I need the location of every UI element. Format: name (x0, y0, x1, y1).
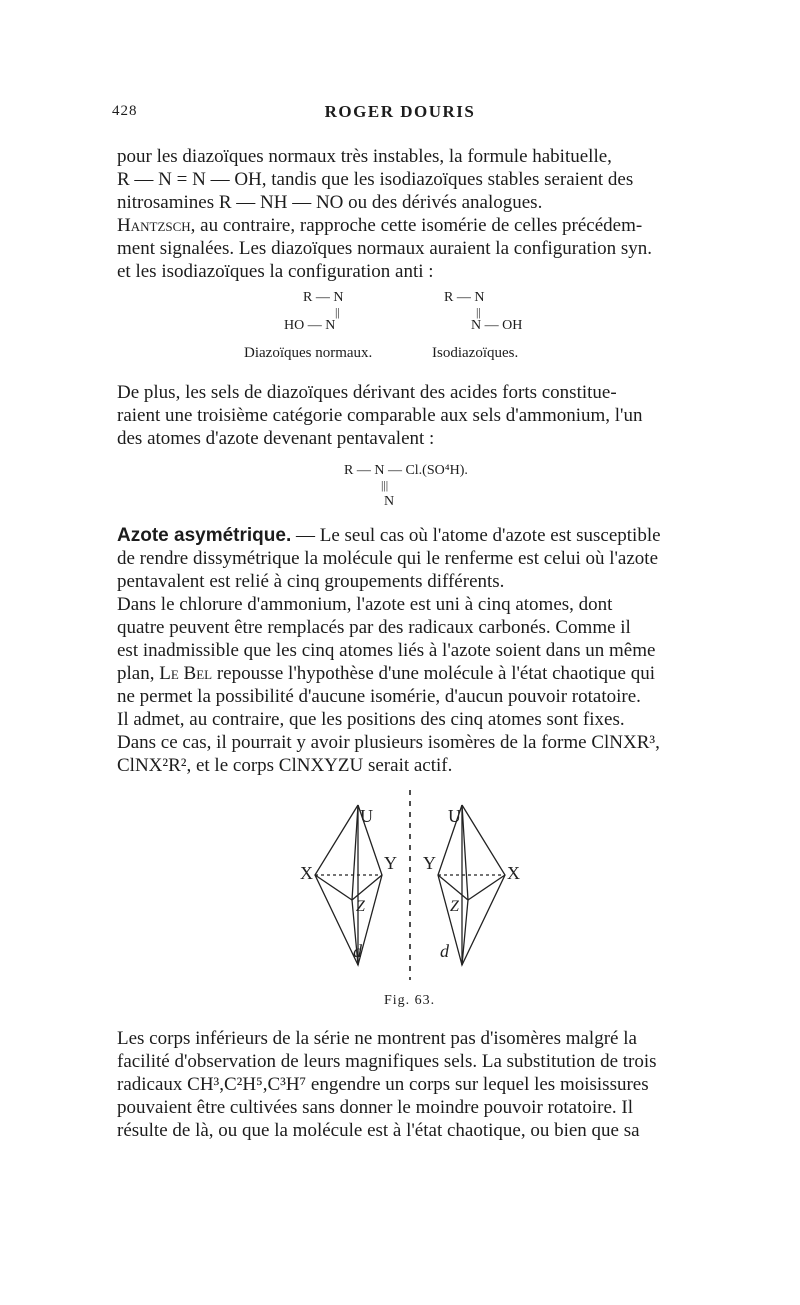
label-left-z: Z (356, 898, 365, 915)
text-fragment: repousse l'hypothèse d'une molécule à l'état chaotique qui (212, 663, 655, 684)
text-line (117, 214, 709, 237)
label-left-y: Y (384, 853, 397, 873)
text-line: ne permet la possibilité d'aucune isomérie, d'aucun pouvoir rotatoire. (117, 686, 641, 707)
text-line: Dans ce cas, il pourrait y avoir plusieurs isomères de la forme ClNXR³, (117, 732, 660, 753)
formula-salt-top: R — N — Cl.(SO⁴H). (344, 463, 468, 478)
text-fragment: — Le seul cas où l'atome d'azote est susceptible (291, 525, 661, 546)
text-line: des atomes d'azote devenant pentavalent : (117, 428, 435, 449)
text-line: et les isodiazoïques la configuration anti : (117, 261, 434, 282)
formula-salt-bond: ||| (381, 478, 389, 492)
label-right-x: X (507, 863, 520, 883)
text-line: pentavalent est relié à cinq groupements différents. (117, 571, 505, 592)
formula-anti-bond: || (476, 305, 481, 319)
formula-salt-bottom: N (384, 494, 395, 509)
caption-anti: Isodiazoïques. (432, 345, 519, 361)
label-right-d: d (440, 941, 449, 961)
paragraph-asymmetric-nitrogen (117, 524, 709, 593)
text-line: R — N = N — OH, tandis que les isodiazoïques stables seraient des (117, 169, 634, 190)
text-line: ClNX²R², et le corps ClNXYZU serait actif. (117, 755, 453, 776)
author-name: Le Bel (159, 663, 213, 684)
text-line: pour les diazoïques normaux très instables, la formule habituelle, (117, 146, 612, 167)
text-line: Les corps inférieurs de la série ne montrent pas d'isomères malgré la (117, 1028, 637, 1049)
text-line: facilité d'observation de leurs magnifiques sels. La substitution de trois (117, 1051, 657, 1072)
paragraph-salts (117, 381, 709, 450)
formula-syn-bond: || (335, 305, 340, 319)
text-line: radicaux CH³,C²H⁵,C³H⁷ engendre un corps sur lequel les moisissures (117, 1074, 649, 1095)
paragraph-lower-bodies (117, 1027, 709, 1142)
text-fragment: plan, (117, 663, 160, 684)
text-line: résulte de là, ou que la molécule est à l'état chaotique, ou bien que sa (117, 1120, 640, 1141)
author-name: Hantzsch (117, 215, 191, 236)
paragraph-ammonium (117, 593, 709, 777)
text-line: ment signalées. Les diazoïques normaux auraient la configuration syn. (117, 238, 653, 259)
caption-syn: Diazoïques normaux. (244, 345, 373, 361)
text-line: est inadmissible que les cinq atomes liés à l'azote soient dans un même (117, 640, 656, 661)
formula-anti-top: R — N (444, 290, 485, 305)
page-number: 428 (112, 103, 138, 119)
running-head: ROGER DOURIS (324, 102, 476, 121)
label-left-x: X (300, 863, 313, 883)
text-line (117, 524, 709, 547)
text-line: pouvaient être cultivées sans donner le moindre pouvoir rotatoire. Il (117, 1097, 634, 1118)
text-fragment: , au contraire, rapproche cette isomérie de celles précédem- (190, 215, 643, 236)
label-right-z: Z (450, 898, 459, 915)
text-line: Dans le chlorure d'ammonium, l'azote est uni à cinq atomes, dont (117, 594, 613, 615)
label-right-u: U (448, 806, 461, 826)
label-right-y: Y (423, 853, 436, 873)
text-line (117, 662, 709, 685)
text-line: quatre peuvent être remplacés par des radicaux carbonés. Comme il (117, 617, 631, 638)
formula-syn-bottom: HO — N (284, 318, 336, 333)
text-line: raient une troisième catégorie comparable aux sels d'ammonium, l'un (117, 405, 643, 426)
text-line: De plus, les sels de diazoïques dérivant des acides forts constitue- (117, 382, 617, 403)
figure-caption: Fig. 63. (384, 993, 436, 1008)
figure-63-diagram (290, 785, 530, 985)
formula-syn-top: R — N (303, 290, 344, 305)
paragraph-diazo-normal (117, 145, 709, 214)
text-line: de rendre dissymétrique la molécule qui le renferme est celui où l'azote (117, 548, 659, 569)
section-heading: Azote asymétrique. (117, 525, 292, 546)
paragraph-hantzsch (117, 214, 709, 283)
left-molecule (315, 805, 382, 965)
label-left-u: U (360, 806, 373, 826)
text-line: nitrosamines R — NH — NO ou des dérivés analogues. (117, 192, 543, 213)
text-line: Il admet, au contraire, que les positions des cinq atomes sont fixes. (117, 709, 625, 730)
label-left-d: d (353, 941, 362, 961)
formula-anti-bottom: N — OH (471, 318, 523, 333)
